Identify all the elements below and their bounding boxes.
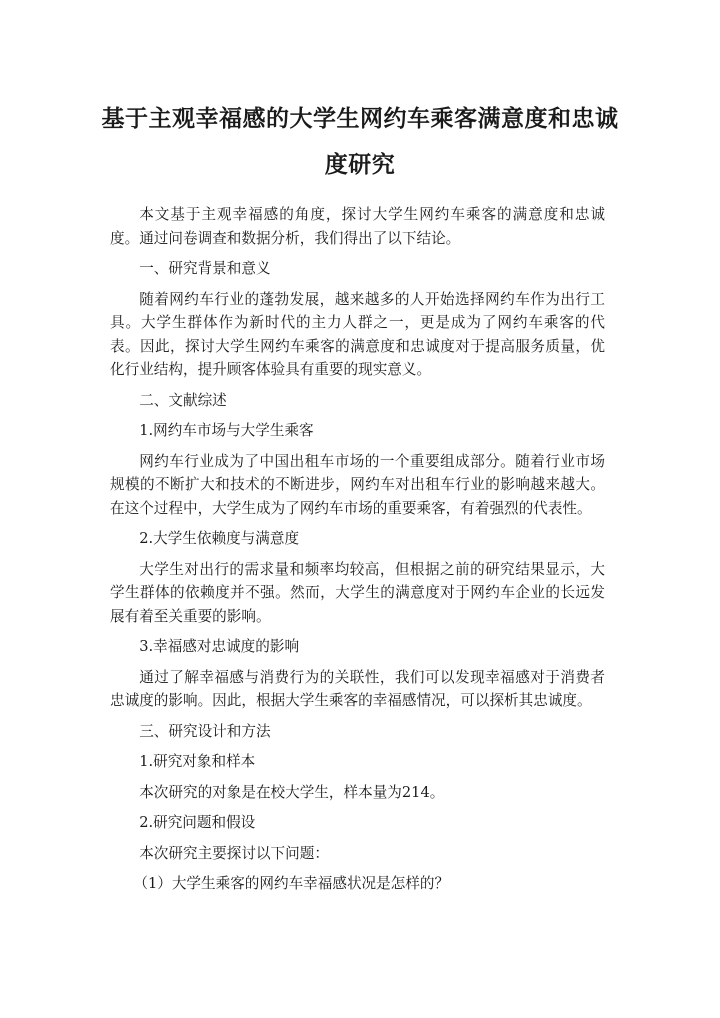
subsection-heading: 2.研究问题和假设 [139, 814, 256, 831]
document-body [110, 203, 605, 903]
body-paragraph: 本次研究主要探讨以下问题： [139, 844, 329, 862]
intro-paragraph: 本文基于主观幸福感的角度，探讨大学生网约车乘客的满意度和忠诚度。通过问卷调查和数据分析，我们得出了以下结论。 [110, 206, 605, 247]
subsection-heading: 2.大学生依赖度与满意度 [139, 530, 300, 547]
body-paragraph: 网约车行业成为了中国出租车市场的一个重要组成部分。随着行业市场规模的不断扩大和技术的不断进步，网约车对出租车行业的影响越来越大。在这个过程中，大学生成为了网约车市场的重要乘客，有着强烈的代表性。 [110, 452, 605, 517]
body-paragraph: 随着网约车行业的蓬勃发展，越来越多的人开始选择网约车作为出行工具。大学生群体作为新时代的主力人群之一，更是成为了网约车乘客的代表。因此，探讨大学生网约车乘客的满意度和忠诚度对于提高服务质量，优化行业结构，提升顾客体验具有重要的现实意义。 [110, 290, 605, 378]
body-paragraph: 大学生对出行的需求量和频率均较高，但根据之前的研究结果显示，大学生群体的依赖度并不强。然而，大学生的满意度对于网约车企业的长远发展有着至关重要的影响。 [110, 560, 605, 625]
section-heading: 二、文献综述 [139, 391, 227, 409]
subsection-heading: 1.网约车市场与大学生乘客 [139, 422, 314, 439]
question-item: （1）大学生乘客的网约车幸福感状况是怎样的？ [133, 875, 450, 892]
section-heading: 三、研究设计和方法 [139, 722, 271, 740]
body-paragraph: 通过了解幸福感与消费行为的关联性，我们可以发现幸福感对于消费者忠诚度的影响。因此，根据大学生乘客的幸福感情况，可以探析其忠诚度。 [110, 668, 605, 709]
section-heading: 一、研究背景和意义 [139, 260, 271, 277]
subsection-heading: 3.幸福感对忠诚度的影响 [139, 638, 300, 655]
body-paragraph: 本次研究的对象是在校大学生，样本量为214。 [139, 783, 445, 801]
subsection-heading: 1.研究对象和样本 [139, 753, 256, 770]
document-title-line2: 度研究 [324, 151, 396, 178]
document-title-line1: 基于主观幸福感的大学生网约车乘客满意度和忠诚 [101, 105, 619, 132]
